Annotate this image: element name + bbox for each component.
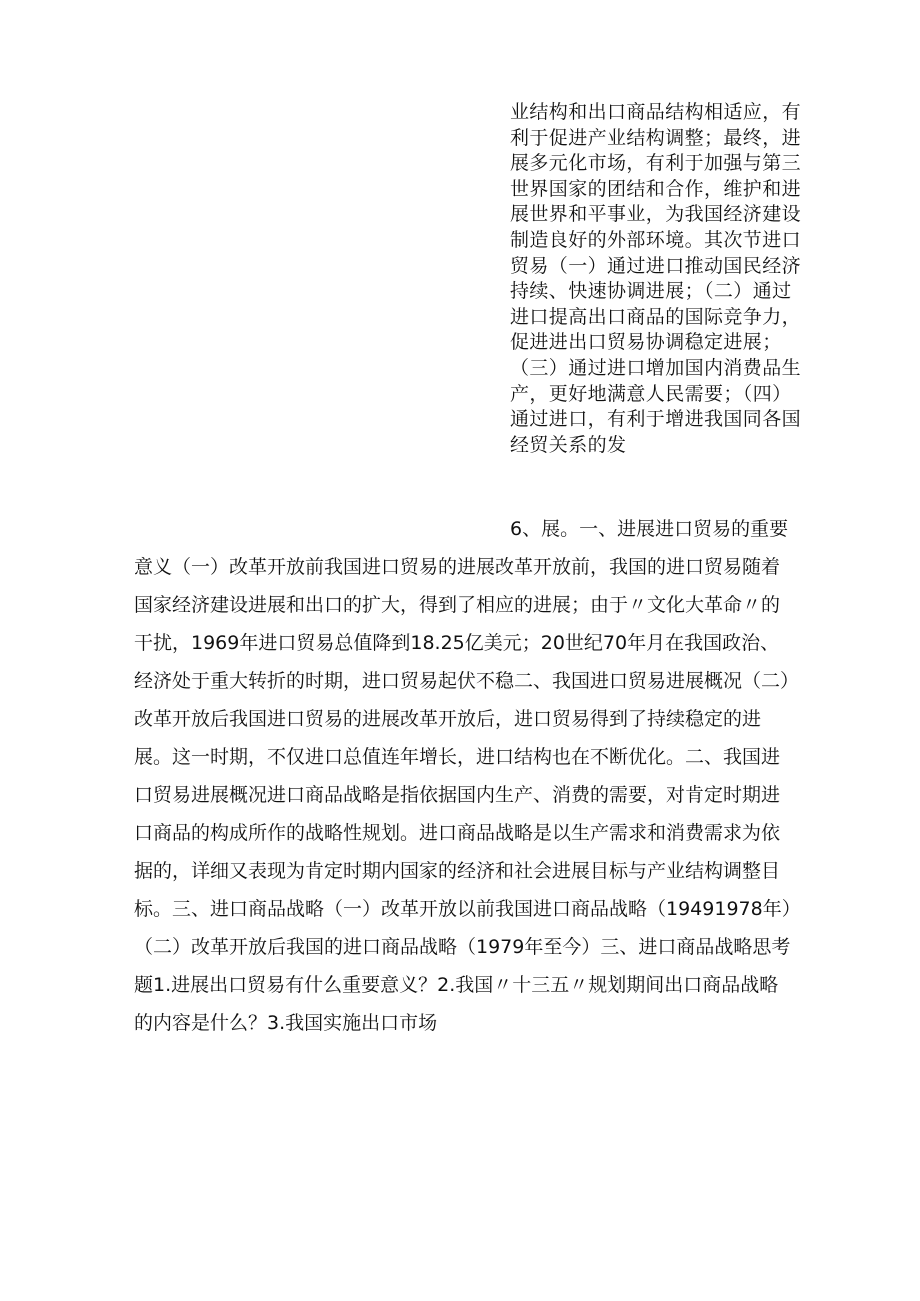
narrow-text-column: 业结构和出口商品结构相适应，有利于促进产业结构调整；最终，进展多元化市场，有利于加强与第三世界国家的团结和合作，维护和进展世界和平事业，为我国经济建设制造良好的外部环境。其次节进口贸易（一）通过进口推动国民经济持续、快速协调进展；（二）通过进口提高出口商品的国际竞争力，促进进出口贸易协调稳定进展；（三）通过进口增加国内消费品生产，更好地满意人民需要；（四）通过进口，有利于增进我国同各国经贸关系的发 xyxy=(510,101,802,456)
body-paragraph: 6、展。一、进展进口贸易的重要意义（一）改革开放前我国进口贸易的进展改革开放前，我国的进口贸易随着国家经济建设进展和出口的扩大，得到了相应的进展；由于〃文化大革命〃的干扰，1969年进口贸易总值降到18.25亿美元；20世纪70年月在我国政治、经济处于重大转折的时期，进口贸易起伏不稳二、我国进口贸易进展概况（二）改革开放后我国进口贸易的进展改革开放后，进口贸易得到了持续稳定的进展。这一时期，不仅进口总值连年增长，进口结构也在不断优化。二、我国进口贸易进展概况进口商品战略是指依据国内生产、消费的需要，对肯定时期进口商品的构成所作的战略性规划。进口商品战略是以生产需求和消费需求为依据的，详细又表现为肯定时期内国家的经济和社会进展目标与产业结构调整目标。三、进口商品战略（一）改革开放以前我国进口商品战略（19491978年）（二）改革开放后我国的进口商品战略（1979年至今）三、进口商品战略思考题1.进展出口贸易有什么重要意义？2.我国〃十三五〃规划期间出口商品战略的内容是什么？3.我国实施出口市场 xyxy=(134,518,792,1034)
